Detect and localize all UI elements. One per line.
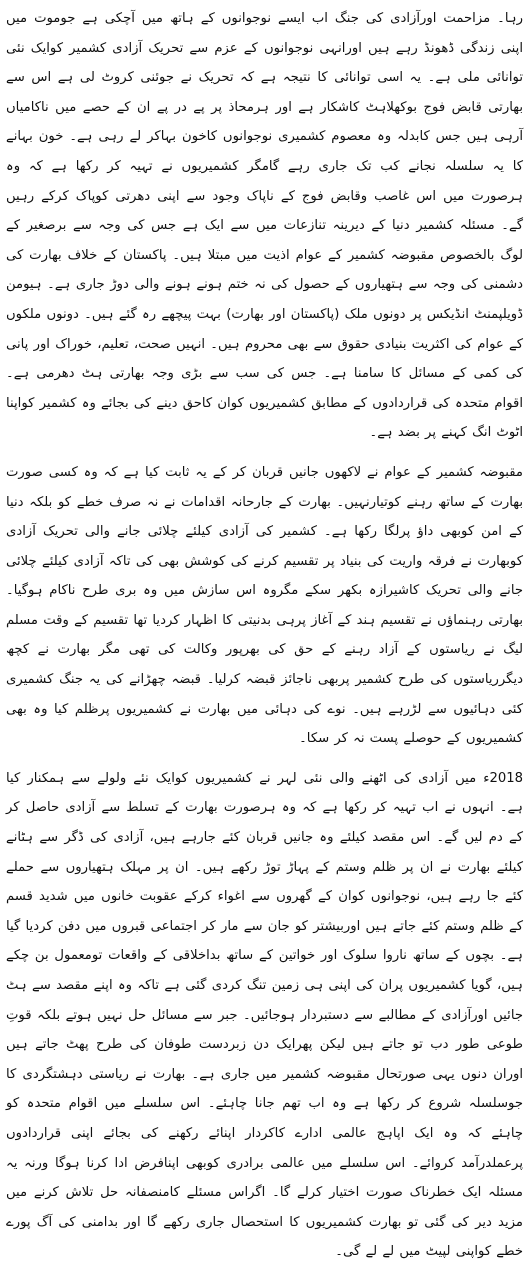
- article-paragraph-1: رہا۔ مزاحمت اورآزادی کی جنگ اب ایسے نوجوانوں کے ہاتھ میں آچکی ہے جوموت میں اپنی زندگی ڈھونڈ رہے ہیں اورانہی نوجوانوں کے عزم سے تحریک آزادی کشمیر کوایک نئی توانائی ملی ہے۔ یہ اسی توانائی کا نتیجہ ہے کہ تحریک نے جوئنی کروٹ لی ہے اس سے بھارتی قابض فوج بوکھلاہٹ کاشکار ہے اور ہرمحاذ پر پے در پے ان کے حصے میں ناکامیاں آرہی ہیں جس کابدلہ وہ معصوم کشمیری نوجوانوں کاخون بہاکر لے رہی ہے۔ خون بہانے کا یہ سلسلہ نجانے کب تک جاری رہے گامگر کشمیریوں نے تہیہ کر رکھا ہے کہ وہ ہرصورت میں اس غاصب وقابض فوج کے ناپاک وجود سے اپنی دھرتی کوپاک کرکے رہیں گے۔ مسئلہ کشمیر دنیا کے دیرینہ تنازعات میں سے ایک ہے جس کی وجہ سے برصغیر کے لوگ بالخصوص مقبوضہ کشمیر کے عوام اذیت میں مبتلا ہیں۔ پاکستان کے خلاف بھارت کی دشمنی کی وجہ سے ہتھیاروں کے حصول کی نہ ختم ہونے ہونے والی دوڑ جاری ہے۔ ہیومن ڈویلپمنٹ انڈیکس پر دونوں ملک (پاکستان اور بھارت) بہت پیچھے رہ گئے ہیں۔ دونوں ملکوں کے عوام کی اکثریت بنیادی حقوق سے بھی محروم ہیں۔ انہیں صحت، تعلیم، خوراک اور پانی کی کمی کے مسائل کا سامنا ہے۔ جس کی سب سے بڑی وجہ بھارتی ہٹ دھرمی ہے۔ اقوام متحدہ کی قراردادوں کے مطابق کشمیریوں کوان کاحق دینے کی بجائے وہ کشمیر کواپنا اٹوٹ انگ کہنے پر بضد ہے۔: [6, 11, 523, 441]
- article-paragraph-3: 2018ء میں آزادی کی اٹھنے والی نئی لہر نے کشمیریوں کوایک نئے ولولے سے ہمکنار کیا ہے۔ انہوں نے اب تہیہ کر رکھا ہے کہ وہ ہرصورت بھارت کے تسلط سے آزادی حاصل کر کے دم لیں گے۔ اس مقصد کیلئے وہ جانیں قربان کئے جارہے ہیں، آزادی کی ڈگر سے ہٹانے کیلئے بھارت نے ان پر ظلم وستم کے پہاڑ توڑ رکھے ہیں۔ ان پر مہلک ہتھیاروں سے حملے کئے جا رہے ہیں، نوجوانوں کوان کے گھروں سے اغواء کرکے عقوبت خانوں میں شدید قسم کے ظلم وستم کئے جاتے ہیں اوربیشتر کو جان سے مار کر اجتماعی قبروں میں دفن کردیا گیا ہے۔ بچوں کے ساتھ ناروا سلوک اور خواتین کے ساتھ بداخلاقی کے واقعات تومعمول بن چکے ہیں، گویا کشمیریوں پران کی اپنی ہی زمین تنگ کردی گئی ہے تاکہ وہ اپنے مقصد سے ہٹ جائیں اورآزادی کے مطالبے سے دستبردار ہوجائیں۔ جبر سے مسائل حل نہیں ہوتے بلکہ قوتِ طوعی طور دب تو جاتے ہیں لیکن پھرایک دن زبردست طوفان کی طرح پھٹ جاتے ہیں اوران دنوں یہی صورتحال مقبوضہ کشمیر میں جاری ہے۔ بھارت نے ریاستی دہشتگردی کا جوسلسلہ شروع کر رکھا ہے وہ اب تھم جانا چاہئے۔ اس سلسلے میں اقوام متحدہ کو چاہئے کہ وہ ایک اپاہج عالمی ادارے کاکردار اپنائے رکھنے کی بجائے اپنی قراردادوں پرعملدرآمد کروائے۔ اس سلسلے میں عالمی برادری کوبھی اپنافرض ادا کرنا ہوگا ورنہ یہ مسئلہ ایک خطرناک صورت اختیار کرلے گا۔ اگراس مسئلے کامنصفانہ حل تلاش کرنے میں مزید دیر کی گئی تو بھارت کشمیریوں کا استحصال جاری رکھے گا اور بدامنی کی آگ پورے خطے کواپنی لپیٹ میں لے لے گی۔: [6, 770, 523, 1260]
- article-paragraph-2: مقبوضہ کشمیر کے عوام نے لاکھوں جانیں قربان کر کے یہ ثابت کیا ہے کہ وہ کسی صورت بھارت کے ساتھ رہنے کوتیارنہیں۔ بھارت کے جارحانہ اقدامات نے نہ صرف خطے کو بلکہ دنیا کے امن کوبھی داؤ پرلگا رکھا ہے۔ کشمیر کی آزادی کیلئے چلائی جانے والی تحریک آزادی کوبھارت نے فرقہ واریت کی بنیاد پر تقسیم کرنے کی کوشش بھی کی تاکہ آزادی کیلئے چلائی جانے والی تحریک کاشیرازہ بکھر سکے مگروہ اس سازش میں وہ بری طرح ناکام ہوگیا۔ بھارتی رہنماؤں نے تقسیم ہند کے آغاز پرہی بدنیتی کا اظہار کردیا تھا تقسیم کے وقت مسلم لیگ نے ریاستوں کے آزاد رہنے کے حق کی بھرپور وکالت کی تھی مگر بھارت نے کچھ دیگرریاستوں کی طرح کشمیر پربھی ناجائز قبضہ کرلیا۔ قبضہ چھڑانے کی یہ جنگ کشمیری کئی دہائیوں سے لڑرہے ہیں۔ نوے کی دہائی میں بھارت نے کشمیریوں پرظلم کیا وہ بھی کشمیریوں کے حوصلے پست نہ کر سکا۔: [6, 464, 523, 747]
